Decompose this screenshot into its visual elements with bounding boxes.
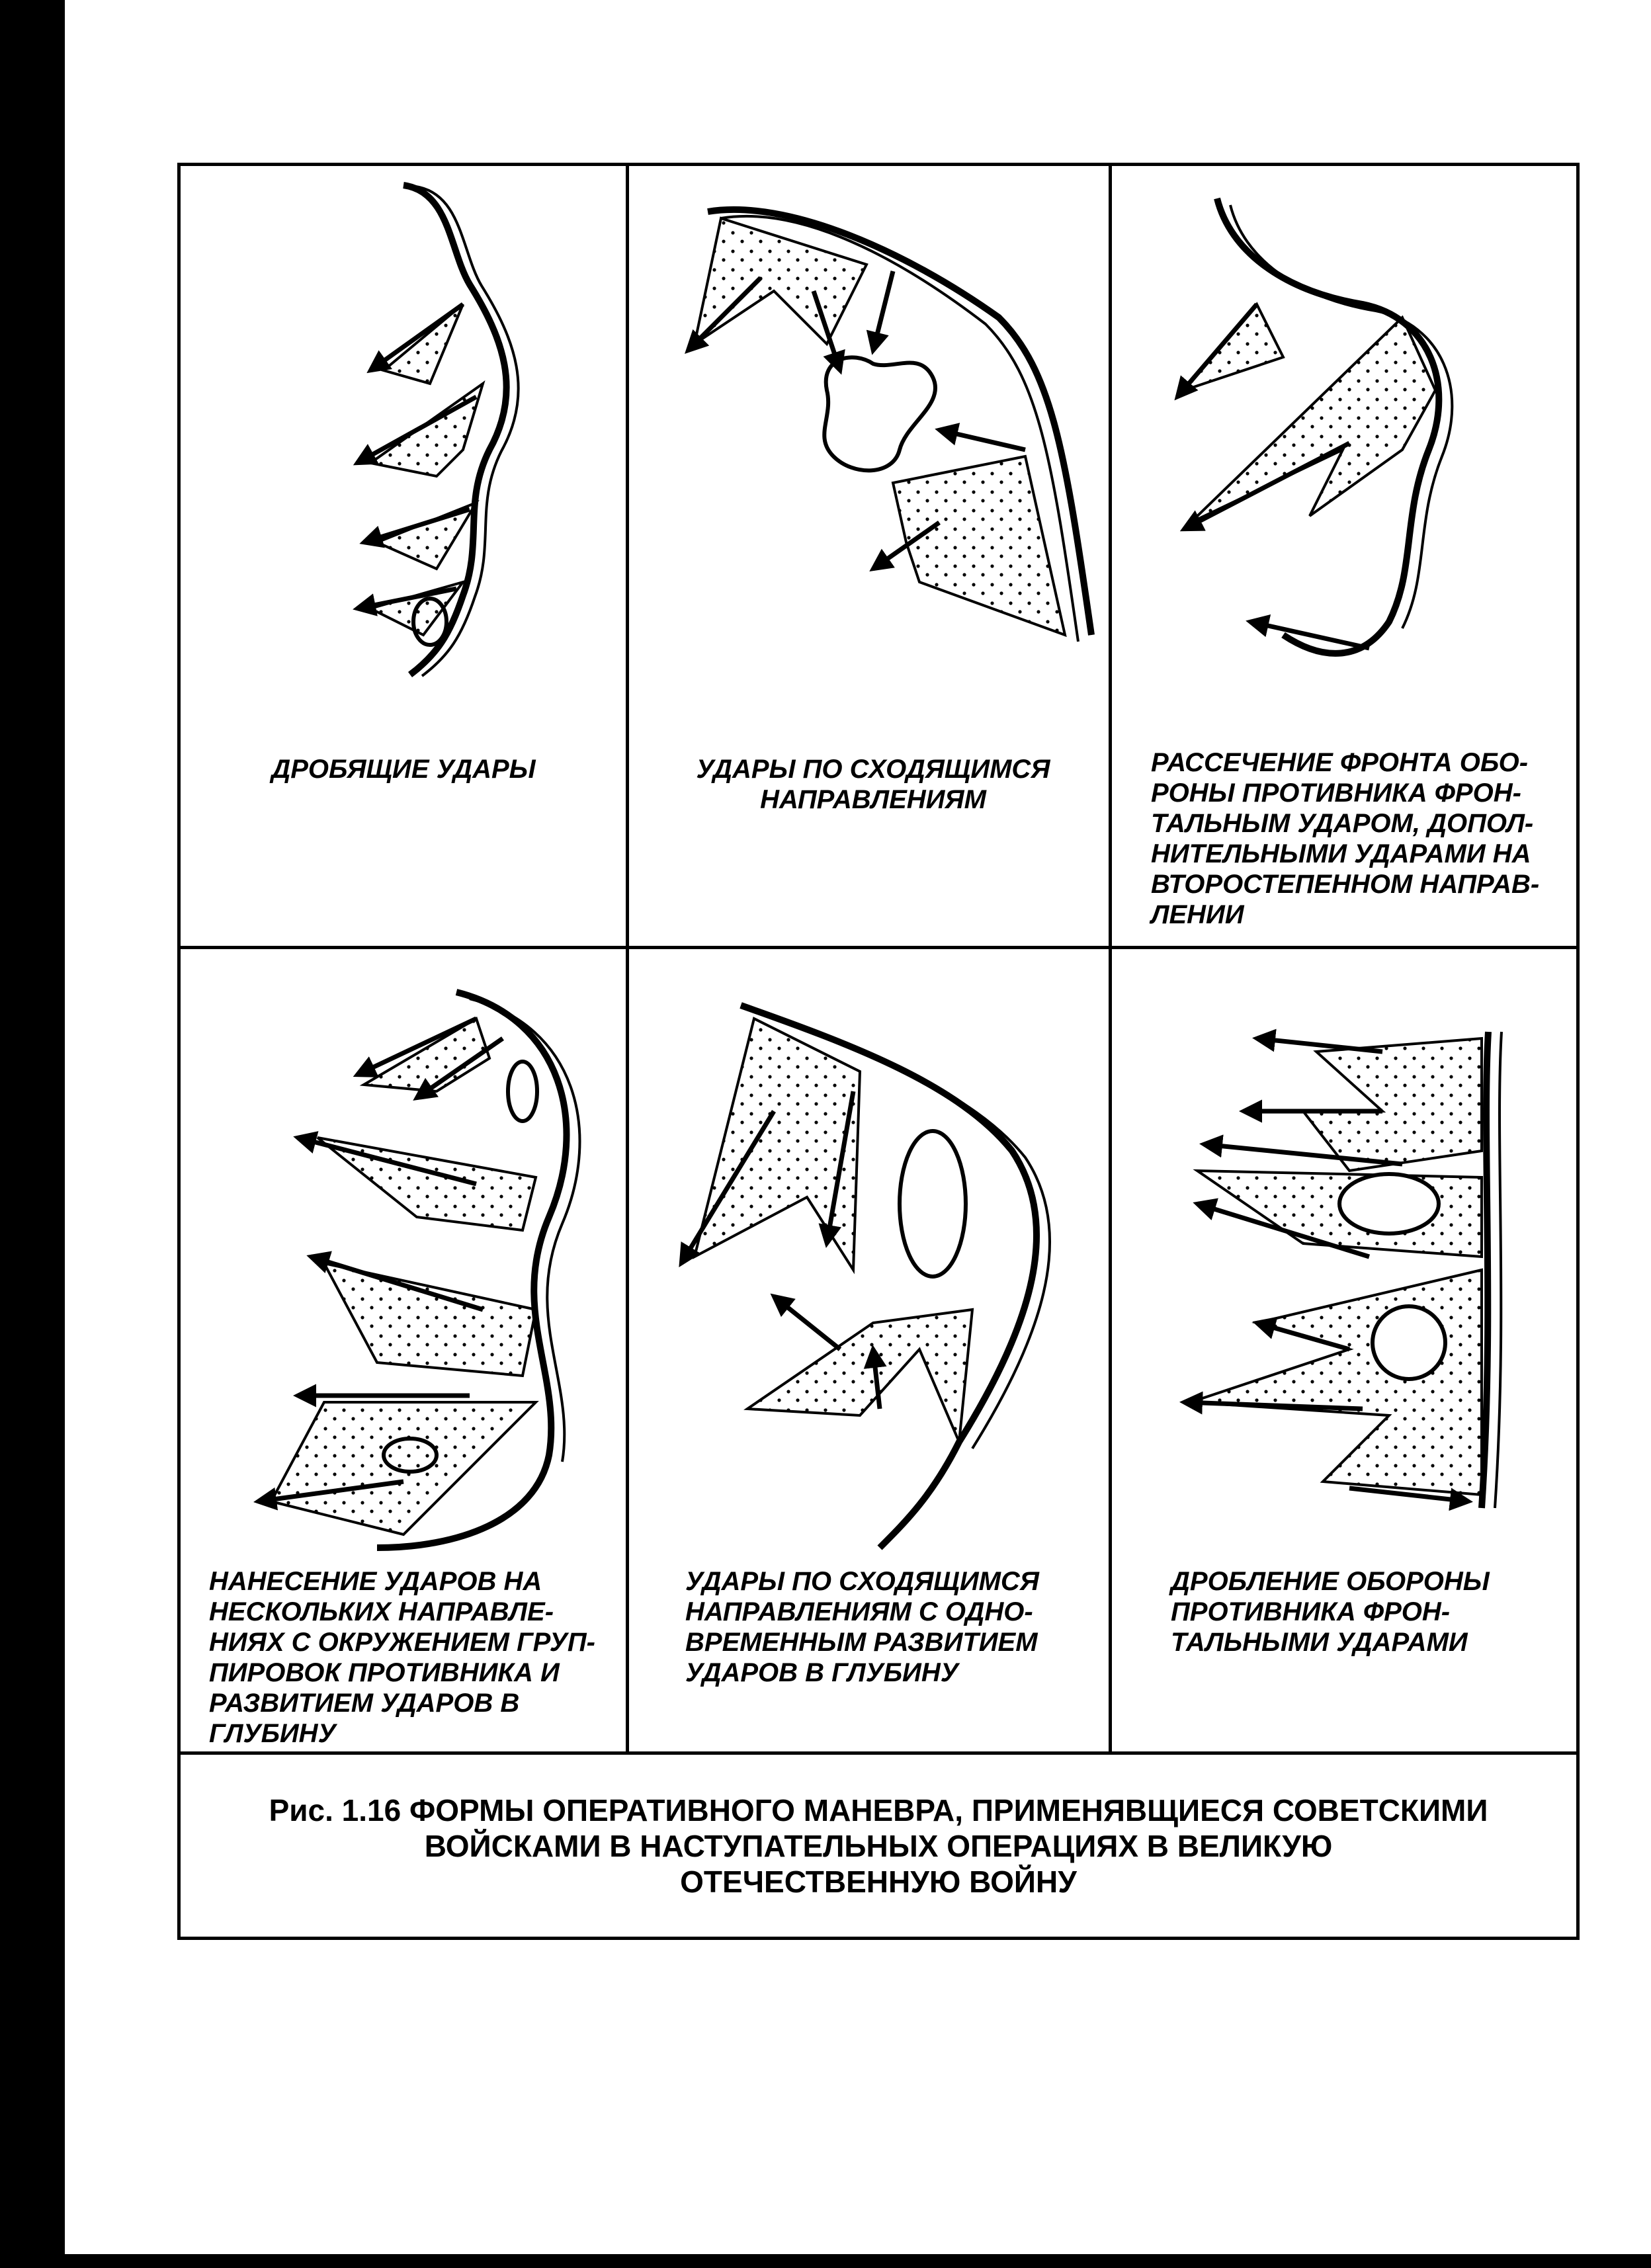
panel-2-sketch xyxy=(655,172,1105,688)
panel-4-sketch xyxy=(192,979,615,1574)
panel-6-sketch xyxy=(1151,979,1561,1574)
caption-panel-6: ДРОБЛЕНИЕ ОБОРОНЫ ПРОТИВНИКА ФРОН- ТАЛЬНЫМИ УДАРАМИ xyxy=(1171,1567,1490,1657)
caption-panel-1: ДРОБЯЩИЕ УДАРЫ xyxy=(271,755,536,784)
panel-3-sketch xyxy=(1151,172,1548,688)
panel-1-sketch xyxy=(331,172,609,701)
caption-panel-5: УДАРЫ ПО СХОДЯЩИМСЯ НАПРАВЛЕНИЯМ С ОДНО- ВРЕМЕННЫМ РАЗВИТИЕМ УДАРОВ В ГЛУБИНУ xyxy=(685,1567,1039,1687)
grid-divider-h2 xyxy=(177,1751,1580,1755)
scan-edge-left xyxy=(0,0,65,2268)
caption-panel-2: УДАРЫ ПО СХОДЯЩИМСЯ НАПРАВЛЕНИЯМ xyxy=(696,755,1050,814)
figure-title: Рис. 1.16 ФОРМЫ ОПЕРАТИВНОГО МАНЕВРА, ПРИМЕНЯВЩИЕСЯ СОВЕТСКИМИ ВОЙСКАМИ В НАСТУПАТЕЛЬНЫХ ОПЕРАЦИЯХ В ВЕЛИКУЮ ОТЕЧЕСТВЕННУЮ ВОЙНУ xyxy=(269,1793,1488,1899)
panel-5-sketch xyxy=(655,979,1091,1574)
caption-panel-4: НАНЕСЕНИЕ УДАРОВ НА НЕСКОЛЬКИХ НАПРАВЛЕ- НИЯХ С ОКРУЖЕНИЕМ ГРУП- ПИРОВОК ПРОТИВНИКА И РАЗВИТИЕМ УДАРОВ В ГЛУБИНУ xyxy=(209,1567,595,1748)
scan-edge-bottom xyxy=(0,2254,1651,2268)
grid-divider-v2 xyxy=(1109,163,1112,1754)
grid-divider-v1 xyxy=(626,163,629,1754)
caption-panel-3: РАССЕЧЕНИЕ ФРОНТА ОБО- РОНЫ ПРОТИВНИКА ФРОН- ТАЛЬНЫМ УДАРОМ, ДОПОЛ- НИТЕЛЬНЫМИ УДАРАМИ НА ВТОРОСТЕПЕННОМ НАПРАВ- ЛЕНИИ xyxy=(1151,748,1540,929)
grid-divider-h1 xyxy=(177,946,1580,949)
